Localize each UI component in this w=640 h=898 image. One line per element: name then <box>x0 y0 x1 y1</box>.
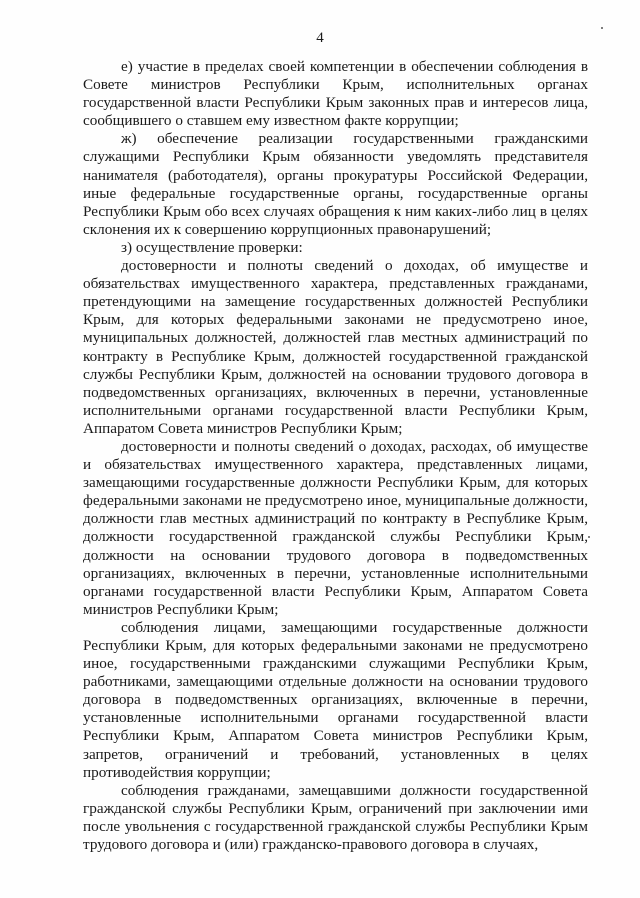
scan-speck <box>588 536 590 538</box>
paragraph-e: е) участие в пределах своей компетенции в обеспечении соблюдения в Совете министров Республики Крым, исполнительных органах государственной власти Республики Крым законных прав и интересов лица, сообщившего о ставшем ему известном факте коррупции; <box>83 58 588 130</box>
document-body <box>83 58 588 854</box>
paragraph-z: з) осуществление проверки: <box>121 238 303 256</box>
paragraph-zh: ж) обеспечение реализации государственными гражданскими служащими Республики Крым обязанности уведомлять представителя нанимателя (работодателя), органы прокуратуры Российской Федерации, иные федеральные государственные органы, государственные органы Республики Крым обо всех случаях обращения к ним каких-либо лиц в целях склонения их к совершению коррупционных правонарушений; <box>83 130 588 238</box>
paragraph-z-item-4: соблюдения гражданами, замещавшими должности государственной гражданской службы Республики Крым, ограничений при заключении ими после увольнения с государственной гражданской службы Республики Крым трудового договора и (или) гражданско-правового договора в случаях, <box>83 781 588 854</box>
page-number: 4 <box>316 30 324 46</box>
paragraph-z-item-3: соблюдения лицами, замещающими государственные должности Республики Крым, для которых федеральными законами не предусмотрено иное, государственными гражданскими служащими Республики Крым, работниками, замещающими отдельные должности на основании трудового договора в подведомственных организациях, включенные в перечни, установленные исполнительными органами государственной власти Республики Крым, Аппаратом Совета министров Республики Крым, запретов, ограничений и требований, установленных в целях противодействия коррупции; <box>83 618 588 781</box>
scan-speck <box>601 27 603 29</box>
paragraph-z-item-2: достоверности и полноты сведений о доходах, расходах, об имуществе и обязательствах имущественного характера, представленных лицами, замещающими государственные должности Республики Крым, для которых федеральными законами не предусмотрено иное, муниципальные должности, должности глав местных администраций по контракту в Республике Крым, должности государственной гражданской службы Республики Крым, должности на основании трудового договора в подведомственных организациях, включенных в перечни, установленные исполнительными органами государственной власти Республики Крым, Аппаратом Совета министров Республики Крым; <box>83 437 588 618</box>
paragraph-z-item-1: достоверности и полноты сведений о доходах, об имуществе и обязательствах имущественного характера, представленных гражданами, претендующими на замещение государственных должностей Республики Крым, для которых федеральными законами не предусмотрено иное, муниципальных должностей, должностей глав местных администраций по контракту в Республике Крым, должностей государственной гражданской службы Республики Крым, должностей на основании трудового договора в подведомственных организациях, включенных в перечни, установленные исполнительными органами государственной власти Республики Крым, Аппаратом Совета министров Республики Крым; <box>83 257 588 437</box>
